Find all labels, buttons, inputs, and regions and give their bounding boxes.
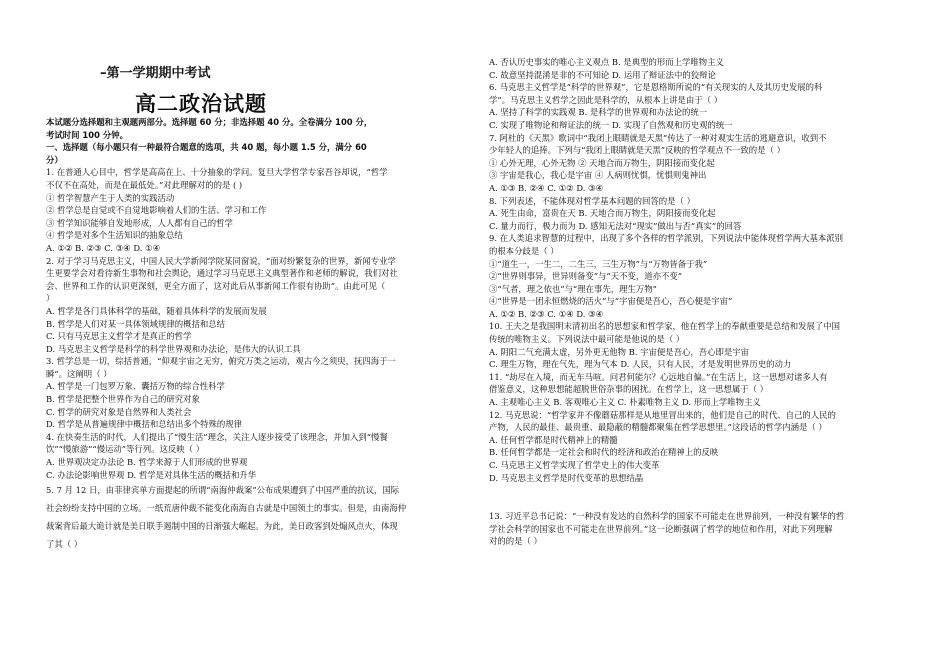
question-text-line: B. 任何哲学都是一定社会和时代的经济和政治在精神上的反映 xyxy=(489,447,719,458)
question-text-line: 3. 哲学总是一切，综括普通，“仰观宇宙之无穷，俯究万类之运动，观古今之须臾，抚四海于一 xyxy=(46,356,396,367)
question-text-line: 生更要学会对看待新生事物和社会舆论，通过学习马克思主义典型著作和老师的解说，我们对社 xyxy=(46,268,398,279)
spacer xyxy=(489,484,919,510)
question-text-line: ④“世界是一团永恒燃烧的活火”与“宇宙便是吾心，吾心便是宇宙” xyxy=(489,296,733,307)
question-text-line: B. 哲学是人们对某一具体领域规律的概括和总结 xyxy=(46,318,225,329)
question-text-line: A. 否认历史事实的唯心主义观点 B. 是典型的形而上学唯物主义 xyxy=(489,57,724,67)
question-text-line: 了其（ ） xyxy=(46,539,83,550)
intro-line: 分） xyxy=(46,154,63,165)
question-text-line: 对的的是（ ） xyxy=(489,536,542,547)
question-text-line: 瞬”。这阐明（ ） xyxy=(46,368,112,379)
exam-title: 高二政治试题 xyxy=(135,92,267,116)
question-text-line: A. 坚持了科学的实践观 B. 是科学的世界观和办法论的统一 xyxy=(489,107,708,118)
question-text-line: 借鉴意义，这种思想能超脱世俗杂事的困扰。在哲学上，这一思想属于（ ） xyxy=(489,384,769,395)
question-text-line: ② 哲学总是自觉或不自觉地影响着人们的生活、学习和工作 xyxy=(46,205,267,216)
question-text-line: C. 马克思主义哲学实现了哲学史上的伟大变革 xyxy=(489,460,660,470)
question-text-line: ③ 哲学知识能够自发地形成，人人都有自己的哲学 xyxy=(46,217,233,228)
question-text-line: ②“世界则事异，世异则备变”与“天不变，道亦不变” xyxy=(489,271,682,282)
question-text-line: D. 哲学是从普遍规律中概括和总结出多个特殊的规律 xyxy=(46,419,242,430)
question-text-line: D. 马克思主义哲学是科学的科学世界观和办法论，是伟大的认识工具 xyxy=(46,343,301,354)
question-text-line: B. 哲学是把整个世界作为自己的研究对象 xyxy=(46,394,200,405)
question-text-line: C. 理生万物，理在气先，理为气本 D. 人民，只有人民，才是发明世界历史的动力 xyxy=(489,359,792,370)
right-question-list-2 xyxy=(489,510,919,548)
question-text-line: C. 哲学的研究对象是自然界和人类社会 xyxy=(46,406,192,417)
question-text-line: A. ①③ B. ②④ C. ①② D. ③④ xyxy=(489,182,604,193)
question-text-line: 裁案背后最大诡计就是美日联手遏制中国的日渐强大崛起。为此，美日政客到处煽风点火，体现 xyxy=(46,521,398,532)
question-text-line: 学社会科学的国家也不可能走在世界前列。”这一论断强调了哲学的地位和作用，对此下列理解 xyxy=(489,523,833,534)
question-text-line: 10. 王夫之是我国明末清初出名的思想家和哲学家，他在哲学上的奉献重要是总结和发展了中国 xyxy=(489,321,840,332)
exam-subtitle: –第一学期期中考试 xyxy=(100,66,211,81)
question-text-line: C. 办法论影响世界观 D. 哲学是对具体生活的概括和升华 xyxy=(46,469,257,480)
question-text-line: A. 主观唯心主义 B. 客观唯心主义 C. 朴素唯物主义 D. 形而上学唯物主义 xyxy=(489,397,761,408)
question-text-line: A. 死生由命，富贵在天 B. 天地合而万物生，阴阳接而变化起 xyxy=(489,208,716,219)
question-text-line: 9. 在人类追求智慧的过程中，出现了多个各样的哲学派别，下列说法中能体现哲学两大基本派别 xyxy=(489,233,844,244)
question-text-line: A. 哲学是各门具体科学的基础，随着具体科学的发展而发展 xyxy=(46,305,267,316)
question-text-line: 5. 7 月 12 日，由菲律宾单方面提起的所谓“南海仲裁案”公布成果遭到了中国严重的抗议，国际 xyxy=(46,485,400,496)
question-text-line: ① 哲学智慧产生于人类的实践活动 xyxy=(46,192,175,203)
question-text-line: 2. 对于学习马克思主义，中国人民大学新闻学院某同窗说，“面对纷繁复杂的世界，新闻专业学 xyxy=(46,255,396,266)
question-text-line: C. 量力而行，极力而为 D. 感知无法对“现实”做出与否“真实”的回答 xyxy=(489,220,742,231)
question-text-line: 11. “劫尽在入境，而无车马喧。问君何能尔？心远地自偏。”在生活上，这一思想对诸多人有 xyxy=(489,371,828,382)
question-text-line: 不仅不在高处，而是在最低处。”对此理解对的的是 ( ) xyxy=(46,179,243,190)
right-question-list xyxy=(489,56,919,484)
question-text-line: 少年轻人的追捧。下列与“我闭上眼睛就是天黑”反映的哲学观点不一致的是（ ） xyxy=(489,145,785,156)
left-column xyxy=(46,116,466,553)
intro-line: 一、选择题（每小题只有一种最符合题意的选项，共 40 题，每小题 1.5 分，满分 60 xyxy=(46,142,367,153)
question-text-line: 传统的唯物主义。下列说法中最可能是他说的是（ ） xyxy=(489,334,685,345)
question-text-line: 4. 在快奏生活的时代，人们提出了“慢生活”理念，关注人逐步接受了该理念，并加入到“慢餐 xyxy=(46,431,388,442)
question-text-line: ① 心外无理，心外无物 ② 天地合而万物生，阴阳接而变化起 xyxy=(489,157,715,168)
question-text-line: A. 阴阳二气充满太虚，另外更无他物 B. 宇宙便是吾心，吾心即是宇宙 xyxy=(489,346,750,357)
intro-line: 本试题分选择题和主观题两部分。选择题 60 分；非选择题 40 分。全卷满分 100 分， xyxy=(46,117,373,127)
question-text-line: 学”。马克思主义哲学之因此是科学的，从根本上讲是由于（ ） xyxy=(489,94,723,105)
question-text-line: ） xyxy=(46,293,55,304)
question-text-line: C. 只有马克思主义哲学才是真正的哲学 xyxy=(46,331,192,342)
question-text-line: C. 实现了唯物论和辩证法的统一 D. 实现了自然观和历史观的统一 xyxy=(489,119,733,130)
right-column xyxy=(489,56,919,548)
question-text-line: ③“气者，理之依也”与“理在事先，理生万物” xyxy=(489,283,657,294)
intro-line: 考试时间 100 分钟。 xyxy=(46,129,128,140)
question-text-line: 产物，人民的最佳、最贵重、最隐蔽的精髓都聚集在哲学思想里。”这段话的哲学内涵是（ ） xyxy=(489,422,827,433)
question-text-line: 社会纷纷支持中国的立场。一纸荒唐仲裁不能变化南海自古就是中国领土的事实。但是，由南海仲 xyxy=(46,503,407,514)
question-text-line: C. 故意坚持混淆是非的不可知论 D. 运用了辩证法中的狡辩论 xyxy=(489,69,716,80)
question-text-line: 的根本分歧是（ ） xyxy=(489,245,559,256)
question-text-line: 8. 下列表述，不能体现对哲学基本问题的回答的是（ ） xyxy=(489,195,695,206)
question-text-line: A. ①② B. ②③ C. ①④ D. ③④ xyxy=(489,308,604,319)
question-text-line: 饮”“慢旅游”“慢运动”等行列。这反映（ ） xyxy=(46,444,205,455)
question-text-line: 7. 阿杜的《天黑》歌词中“我闭上眼睛就是天黑”传达了一种对观实生活的逃避意识，收到不 xyxy=(489,132,827,143)
question-text-line: 6. 马克思主义哲学是“科学的世界观”，它是恩格斯所说的“有关现实的人及其历史发展的科 xyxy=(489,82,823,93)
question-text-line: ④ 哲学是对多个生活知识的抽象总结 xyxy=(46,230,183,241)
left-question-list xyxy=(46,166,466,553)
question-text-line: A. 世界观决定办法论 B. 哲学来源于人们形成的世界观 xyxy=(46,457,248,468)
question-text-line: ①“道生一，一生二，二生三，三生万物”与“万物皆备于我” xyxy=(489,258,708,269)
question-text-line: A. ①② B. ②③ C. ③④ D. ①④ xyxy=(46,242,161,253)
question-text-line: ③ 宇宙是我心，我心是宇宙 ④ 人病则忧惧，忧惧则鬼神出 xyxy=(489,170,707,181)
question-text-line: 会、世界和工作的认识更深刻，更全方面了，这对此后从事新闻工作很有协助”。由此可见（ xyxy=(46,280,386,291)
question-text-line: A. 任何哲学都是时代精神上的精髓 xyxy=(489,434,618,445)
question-text-line: A. 哲学是一门包罗万象、囊括万物的综合性科学 xyxy=(46,381,225,392)
question-text-line: 13. 习近平总书记说：“一种没有发达的自然科学的国家不可能走在世界前列，一种没有繁华的哲 xyxy=(489,511,845,522)
question-text-line: 12. 马克思说：“哲学家并不像蘑菇那样是从地里冒出来的，他们是自己的时代、自己的人民的 xyxy=(489,409,836,420)
question-text-line: D. 马克思主义哲学是时代变革的思想结晶 xyxy=(489,472,644,483)
question-text-line: 1. 在普通人心目中，哲学是高高在上、十分抽象的学问。复旦大学哲学专家吾谷却说，“哲学 xyxy=(46,167,388,178)
